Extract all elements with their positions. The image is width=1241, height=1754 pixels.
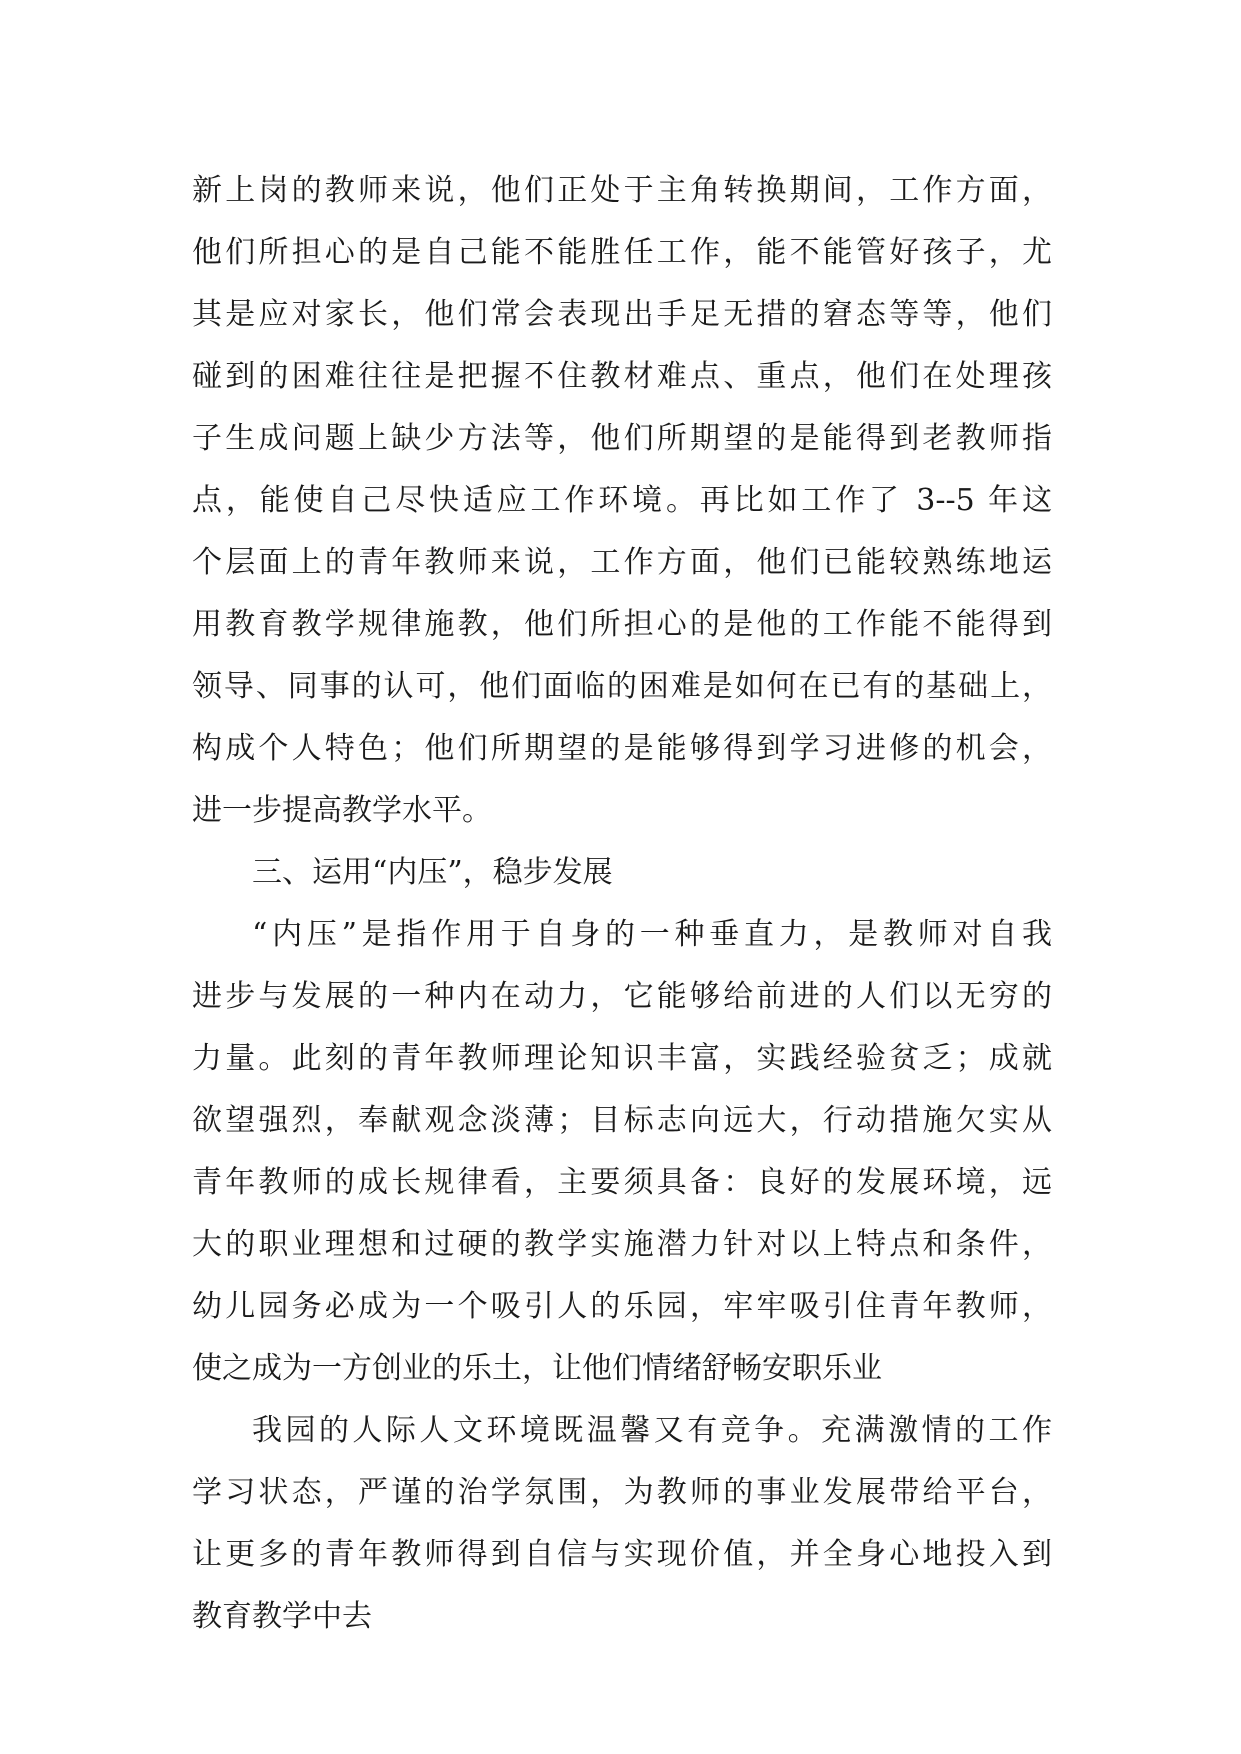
text-line: 构成个人特色；他们所期望的是能够得到学习进修的机会，	[192, 731, 1052, 766]
text-line: 子生成问题上缺少方法等，他们所期望的是能得到老教师指	[192, 421, 1052, 456]
text-line: “内压”是指作用于自身的一种垂直力，是教师对自我	[252, 917, 1052, 952]
text-line: 让更多的青年教师得到自信与实现价值，并全身心地投入到	[192, 1537, 1052, 1572]
text-line: 教育教学中去	[192, 1599, 372, 1634]
text-line: 其是应对家长，他们常会表现出手足无措的窘态等等，他们	[192, 297, 1052, 332]
text-line: 新上岗的教师来说，他们正处于主角转换期间，工作方面，	[192, 173, 1052, 208]
document-body	[192, 160, 1052, 1648]
text-line: 点，能使自己尽快适应工作环境。再比如工作了 3--5 年这	[192, 483, 1052, 518]
text-line: 用教育教学规律施教，他们所担心的是他的工作能不能得到	[192, 607, 1052, 642]
text-line: 使之成为一方创业的乐土，让他们情绪舒畅安职乐业	[192, 1351, 882, 1386]
text-line: 青年教师的成长规律看，主要须具备：良好的发展环境，远	[192, 1165, 1052, 1200]
text-line: 领导、同事的认可，他们面临的困难是如何在已有的基础上，	[192, 669, 1052, 704]
text-line: 学习状态，严谨的治学氛围，为教师的事业发展带给平台，	[192, 1475, 1052, 1510]
text-line: 欲望强烈，奉献观念淡薄；目标志向远大，行动措施欠实从	[192, 1103, 1052, 1138]
text-line: 力量。此刻的青年教师理论知识丰富，实践经验贫乏；成就	[192, 1041, 1052, 1076]
text-line: 三、运用“内压”，稳步发展	[252, 855, 613, 890]
text-line: 进一步提高教学水平。	[192, 793, 492, 828]
text-line: 个层面上的青年教师来说，工作方面，他们已能较熟练地运	[192, 545, 1052, 580]
text-line: 他们所担心的是自己能不能胜任工作，能不能管好孩子，尤	[192, 235, 1052, 270]
text-line: 我园的人际人文环境既温馨又有竞争。充满激情的工作	[252, 1413, 1052, 1448]
text-line: 进步与发展的一种内在动力，它能够给前进的人们以无穷的	[192, 979, 1052, 1014]
text-line: 碰到的困难往往是把握不住教材难点、重点，他们在处理孩	[192, 359, 1052, 394]
text-line: 幼儿园务必成为一个吸引人的乐园，牢牢吸引住青年教师，	[192, 1289, 1052, 1324]
text-line: 大的职业理想和过硬的教学实施潜力针对以上特点和条件，	[192, 1227, 1052, 1262]
